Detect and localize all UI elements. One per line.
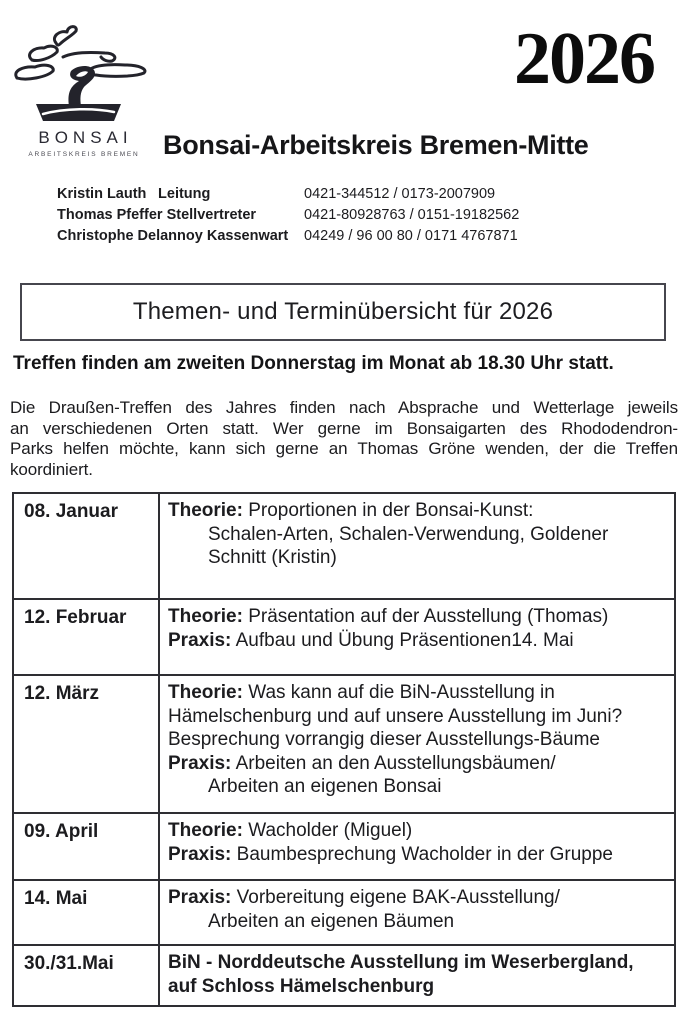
topic-type-label: Praxis: [168, 629, 232, 651]
contact-role: Stellvertreter [166, 207, 257, 223]
table-row [14, 494, 674, 598]
contact-phone: 04249 / 96 00 80 / 0171 4767871 [304, 228, 518, 244]
logo-subline: ARBEITSKREIS BREMEN [28, 151, 140, 158]
topic-type-label: Theorie: [168, 820, 243, 841]
outdoor-note-line: Die Draußen-Treffen des Jahres finden nach Absprache und Wetterlage jeweils [10, 398, 678, 417]
schedule-topic-line: Theorie: Proportionen in der Bonsai-Kunst: [168, 500, 534, 521]
outdoor-note [10, 398, 678, 480]
schedule-topic-line: Theorie: Wacholder (Miguel) [168, 820, 413, 841]
outdoor-note-line: Parks helfen möchte, kann sich gerne an Thomas Gröne wenden, der die Treffen [10, 439, 678, 458]
bonsai-tree-icon [13, 20, 153, 126]
schedule-topic [160, 676, 674, 812]
overview-title-box [20, 283, 666, 341]
table-row [14, 812, 674, 879]
table-row [14, 674, 674, 812]
schedule-topic-line: Arbeiten an eigenen Bonsai [208, 776, 442, 797]
contact-phone: 0421-344512 / 0173-2007909 [304, 186, 496, 202]
schedule-topic-line: Praxis: Aufbau und Übung Präsentionen14. Mai [168, 629, 574, 651]
outdoor-note-line: koordiniert. [10, 459, 93, 479]
contact-role: Kassenwart [206, 228, 289, 244]
topic-type-label: Theorie: [168, 606, 243, 627]
outdoor-note-line: an verschiedenen Orten statt. Wer gerne im Bonsaigarten des Rhododendron- [10, 418, 678, 438]
topic-type-label: Praxis: [168, 843, 232, 865]
contact-role: Leitung [158, 186, 211, 202]
schedule-topic [160, 814, 674, 879]
contact-name: Kristin Lauth [57, 186, 147, 202]
table-row [14, 944, 674, 1005]
meeting-note: Treffen finden am zweiten Donnerstag im Monat ab 18.30 Uhr statt. [13, 353, 614, 374]
schedule-topic [160, 946, 674, 1005]
schedule-date: 08. Januar [14, 494, 160, 598]
schedule-topic-line: Theorie: Präsentation auf der Ausstellung (Thomas) [168, 606, 609, 627]
schedule-topic-line: Arbeiten an eigenen Bäumen [208, 910, 455, 932]
table-row [14, 598, 674, 674]
schedule-topic-line: Schnitt (Kristin) [208, 547, 337, 568]
schedule-date: 12. Februar [14, 600, 160, 674]
contact-name: Thomas Pfeffer [57, 207, 163, 223]
contact-row [57, 205, 686, 226]
schedule-topic-line: Hämelschenburg und auf unsere Ausstellung im Juni? [168, 705, 623, 727]
schedule-date: 14. Mai [14, 881, 160, 944]
schedule-topic-line: Praxis: Baumbesprechung Wacholder in der Gruppe [168, 843, 613, 865]
overview-title: Themen- und Terminübersicht für 2026 [132, 298, 554, 325]
schedule-date: 30./31.Mai [14, 946, 160, 1005]
schedule-date: 09. April [14, 814, 160, 879]
schedule-topic [160, 881, 674, 944]
schedule-topic-line: Praxis: Arbeiten an den Ausstellungsbäumen/ [168, 752, 556, 774]
schedule-topic [160, 494, 674, 598]
schedule-topic-line: Schalen-Arten, Schalen-Verwendung, Goldener [208, 523, 609, 545]
table-row [14, 879, 674, 944]
topic-type-label: Theorie: [168, 682, 243, 703]
schedule-table [12, 492, 676, 1007]
year-label: 2026 [514, 18, 654, 100]
schedule-topic-line: auf Schloss Hämelschenburg [168, 975, 435, 997]
topic-type-label: Theorie: [168, 500, 243, 521]
bonsai-logo [12, 20, 154, 158]
contact-phone: 0421-80928763 / 0151-19182562 [304, 207, 520, 223]
contact-row [57, 184, 686, 205]
schedule-topic [160, 600, 674, 674]
contact-list [57, 184, 686, 247]
schedule-topic-line: BiN - Norddeutsche Ausstellung im Weserbergland, [168, 952, 634, 973]
topic-type-label: Praxis: [168, 752, 232, 774]
schedule-topic-line: Theorie: Was kann auf die BiN-Ausstellung in [168, 682, 555, 703]
topic-type-label: Praxis: [168, 887, 232, 908]
schedule-topic-line: Praxis: Vorbereitung eigene BAK-Ausstellung/ [168, 887, 560, 908]
schedule-date: 12. März [14, 676, 160, 812]
schedule-topic-line: Besprechung vorrangig dieser Ausstellungs-Bäume [168, 729, 600, 750]
logo-wordmark: BONSAI [38, 128, 133, 147]
page-title: Bonsai-Arbeitskreis Bremen-Mitte [163, 130, 589, 160]
contact-row [57, 226, 686, 247]
contact-name: Christophe Delannoy [57, 228, 203, 244]
